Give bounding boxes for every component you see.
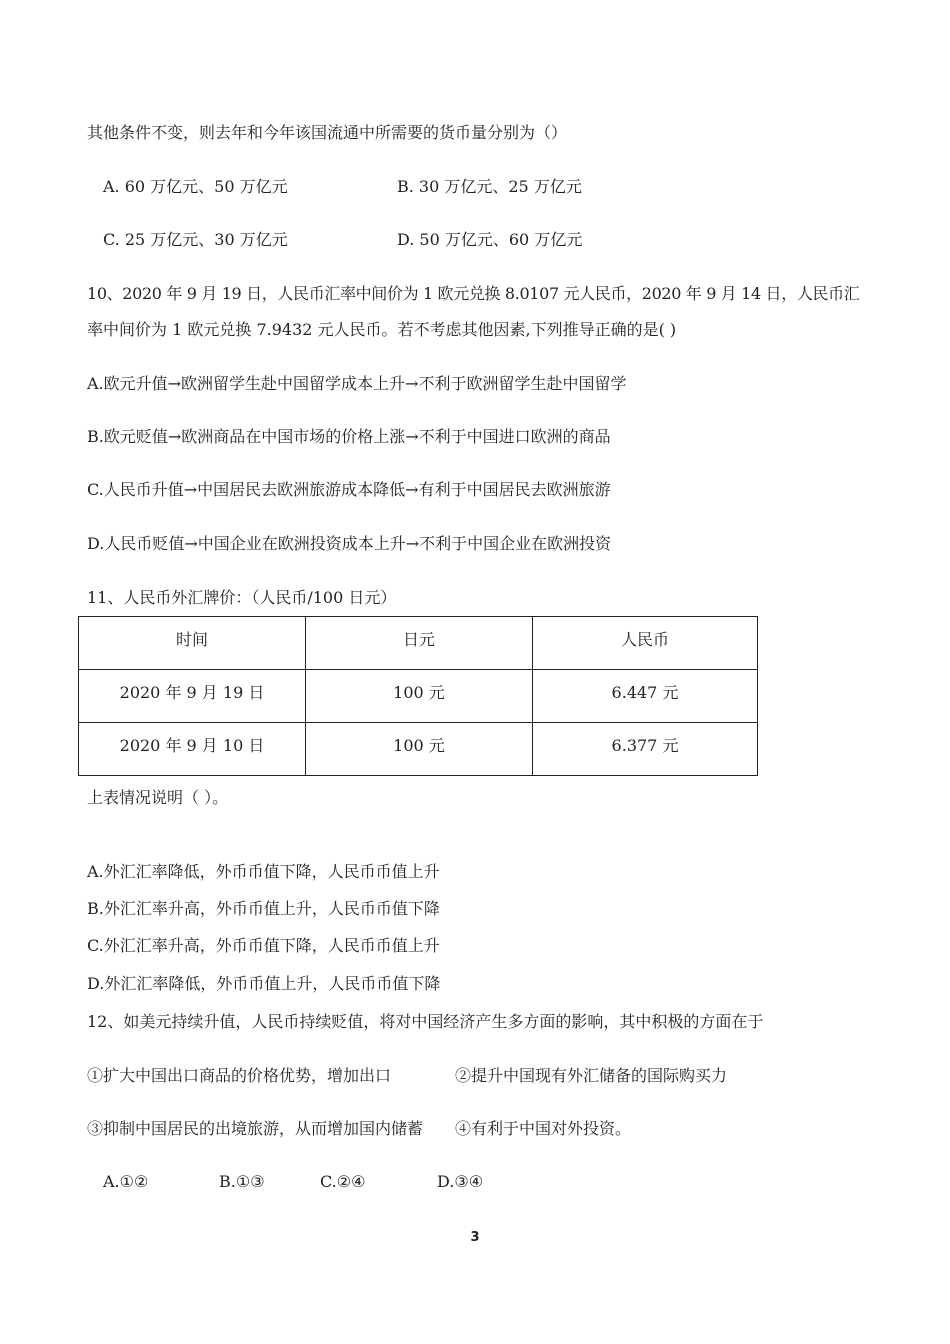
q12-option-b: B.①③ xyxy=(219,1172,265,1191)
table-header-row xyxy=(79,617,758,670)
table-header-cell: 人民币 xyxy=(533,617,758,670)
table-row xyxy=(79,723,758,776)
q9-option-d: D. 50 万亿元、60 万亿元 xyxy=(397,230,583,249)
q9-option-a: A. 60 万亿元、50 万亿元 xyxy=(103,177,288,196)
q12-option-a: A.①② xyxy=(103,1172,149,1191)
exchange-rate-table xyxy=(78,616,758,776)
q12-option-d: D.③④ xyxy=(437,1172,484,1191)
table-header-cell: 时间 xyxy=(79,617,306,670)
table-cell: 100 元 xyxy=(306,670,533,723)
q12-item-2: ②提升中国现有外汇储备的国际购买力 xyxy=(455,1066,728,1085)
q11-option-d: D.外汇汇率降低，外币币值上升，人民币币值下降 xyxy=(87,974,441,993)
q12-stem: 12、如美元持续升值，人民币持续贬值，将对中国经济产生多方面的影响，其中积极的方面在于 xyxy=(87,1012,764,1031)
q10-option-b: B.欧元贬值→欧洲商品在中国市场的价格上涨→不利于中国进口欧洲的商品 xyxy=(87,427,611,446)
q11-option-a: A.外汇汇率降低，外币币值下降，人民币币值上升 xyxy=(87,862,440,881)
q10-option-a: A.欧元升值→欧洲留学生赴中国留学成本上升→不利于欧洲留学生赴中国留学 xyxy=(87,374,627,393)
q9-stem: 其他条件不变，则去年和今年该国流通中所需要的货币量分别为（） xyxy=(87,123,568,142)
q11-stem: 11、人民币外汇牌价：（人民币/100 日元） xyxy=(87,588,397,607)
q9-option-b: B. 30 万亿元、25 万亿元 xyxy=(397,177,582,196)
q10-stem-line2: 率中间价为 1 欧元兑换 7.9432 元人民币。若不考虑其他因素,下列推导正确的是( ) xyxy=(87,320,677,339)
q12-item-4: ④有利于中国对外投资。 xyxy=(455,1119,632,1138)
q10-stem-line1: 10、2020 年 9 月 19 日，人民币汇率中间价为 1 欧元兑换 8.0107 元人民币，2020 年 9 月 14 日，人民币汇 xyxy=(87,284,860,303)
q12-item-1: ①扩大中国出口商品的价格优势，增加出口 xyxy=(87,1066,392,1085)
q11-option-b: B.外汇汇率升高，外币币值上升，人民币币值下降 xyxy=(87,899,440,918)
table-row xyxy=(79,670,758,723)
table-header-cell: 日元 xyxy=(306,617,533,670)
table-cell: 6.377 元 xyxy=(533,723,758,776)
q10-option-d: D.人民币贬值→中国企业在欧洲投资成本上升→不利于中国企业在欧洲投资 xyxy=(87,534,612,553)
q11-option-c: C.外汇汇率升高，外币币值下降，人民币币值上升 xyxy=(87,936,440,955)
q12-option-c: C.②④ xyxy=(320,1172,366,1191)
table-cell: 6.447 元 xyxy=(533,670,758,723)
table-cell: 2020 年 9 月 10 日 xyxy=(79,723,306,776)
page-number: 3 xyxy=(470,1230,480,1245)
q10-option-c: C.人民币升值→中国居民去欧洲旅游成本降低→有利于中国居民去欧洲旅游 xyxy=(87,480,611,499)
table-cell: 100 元 xyxy=(306,723,533,776)
q9-option-c: C. 25 万亿元、30 万亿元 xyxy=(103,230,288,249)
table-cell: 2020 年 9 月 19 日 xyxy=(79,670,306,723)
q12-item-3: ③抑制中国居民的出境旅游，从而增加国内储蓄 xyxy=(87,1119,424,1138)
q11-after-table: 上表情况说明（ ）。 xyxy=(87,788,229,807)
